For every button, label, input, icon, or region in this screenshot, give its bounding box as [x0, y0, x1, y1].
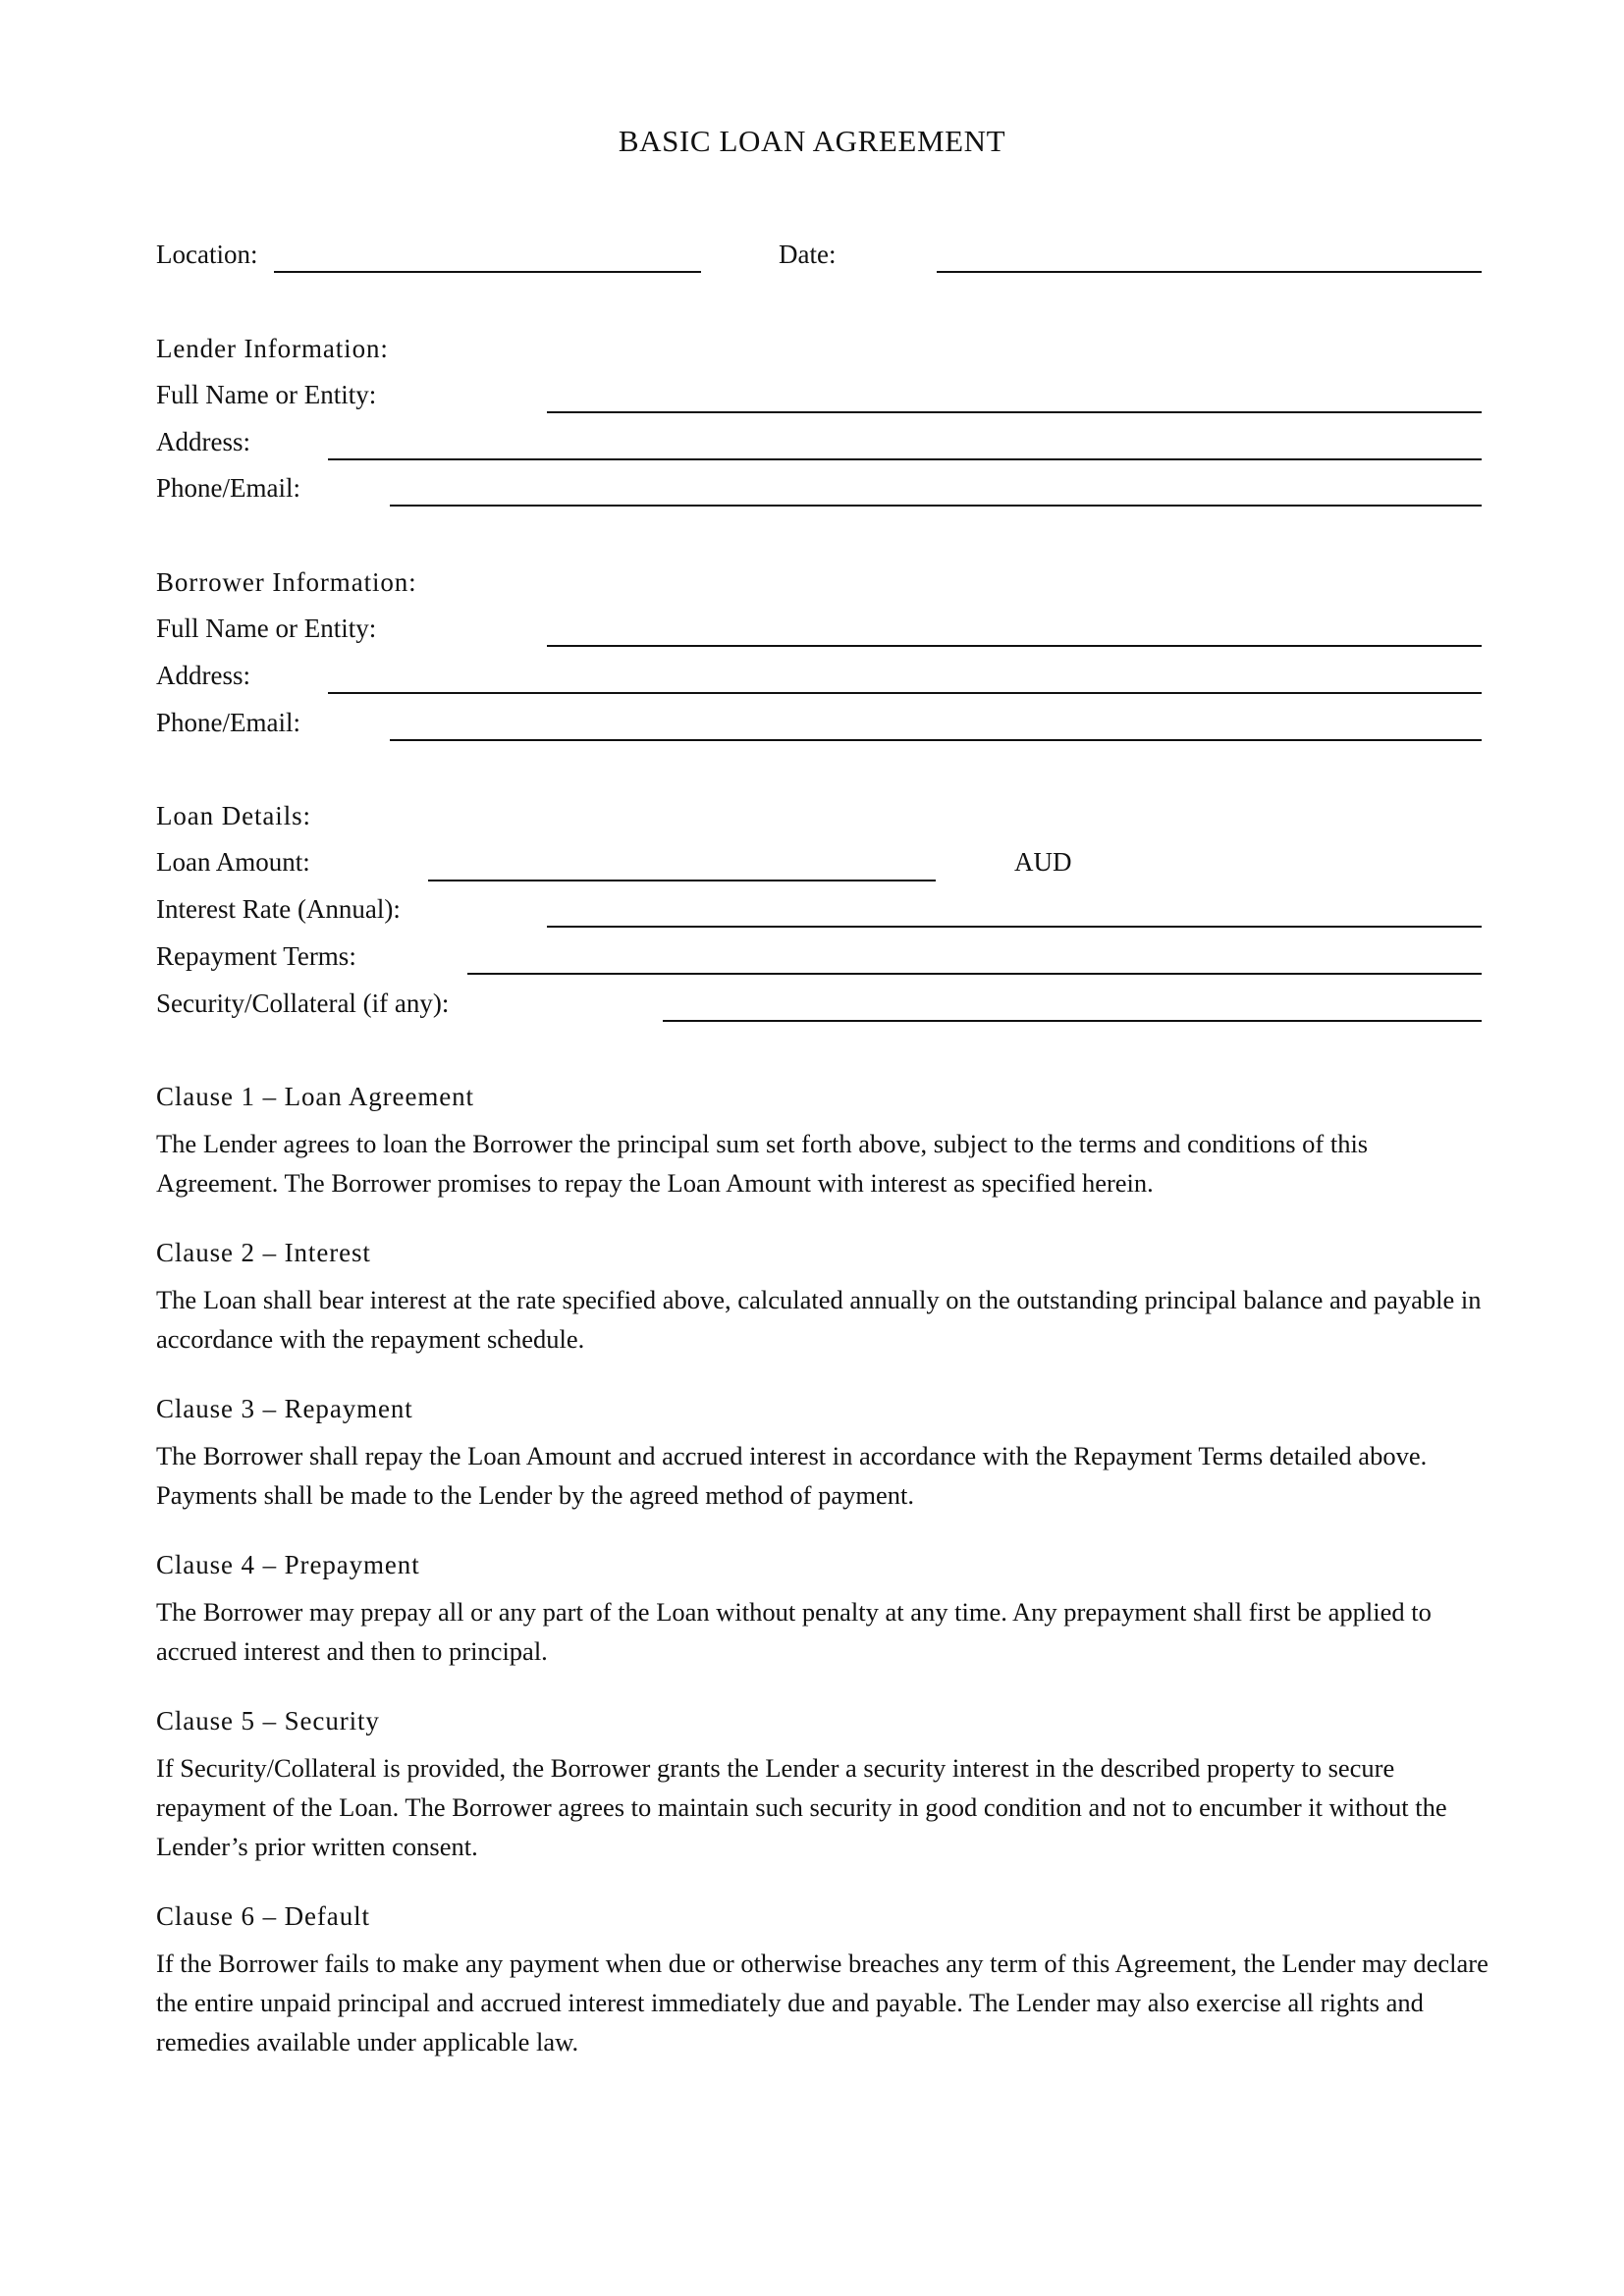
currency-label: AUD: [1014, 847, 1072, 877]
lender-name-label: Full Name or Entity:: [156, 380, 377, 409]
lender-contact-label: Phone/Email:: [156, 473, 300, 503]
document-title: BASIC LOAN AGREEMENT: [618, 124, 1006, 158]
clause-heading: Clause 2 – Interest: [156, 1238, 371, 1267]
repayment-terms-label: Repayment Terms:: [156, 941, 356, 971]
lender-address-field[interactable]: [328, 458, 1482, 460]
lender-address-label: Address:: [156, 427, 250, 456]
security-label: Security/Collateral (if any):: [156, 988, 450, 1018]
date-label: Date:: [779, 240, 837, 269]
clause-heading: Clause 3 – Repayment: [156, 1394, 413, 1423]
clause-heading: Clause 1 – Loan Agreement: [156, 1082, 474, 1111]
location-field[interactable]: [274, 271, 701, 273]
borrower-name-field[interactable]: [547, 645, 1482, 647]
interest-rate-label: Interest Rate (Annual):: [156, 894, 401, 924]
location-label: Location:: [156, 240, 258, 269]
borrower-address-field[interactable]: [328, 692, 1482, 694]
clause-heading: Clause 4 – Prepayment: [156, 1550, 420, 1579]
clause-body: The Lender agrees to loan the Borrower the principal sum set forth above, subject to the terms and conditions of this Agreement. The Borrower promises to repay the Loan Amount with interest as specified herein.: [156, 1129, 1369, 1198]
lender-section-heading: Lender Information:: [156, 334, 389, 363]
date-field[interactable]: [937, 271, 1482, 273]
borrower-name-label: Full Name or Entity:: [156, 614, 377, 643]
clause-heading: Clause 5 – Security: [156, 1706, 380, 1735]
borrower-section-heading: Borrower Information:: [156, 567, 417, 597]
borrower-contact-label: Phone/Email:: [156, 708, 300, 737]
borrower-address-label: Address:: [156, 661, 250, 690]
borrower-contact-field[interactable]: [390, 739, 1482, 741]
security-field[interactable]: [663, 1020, 1482, 1022]
clause-body: The Loan shall bear interest at the rate specified above, calculated annually on the outstanding principal balance and payable in accordance with the repayment schedule.: [156, 1285, 1482, 1354]
clause-body: The Borrower shall repay the Loan Amount and accrued interest in accordance with the Repayment Terms detailed above. Payments shall be made to the Lender by the agreed method of payment.: [156, 1441, 1428, 1510]
repayment-terms-field[interactable]: [467, 973, 1482, 975]
loan-amount-field[interactable]: [428, 880, 936, 881]
clause-body: The Borrower may prepay all or any part of the Loan without penalty at any time. Any prepayment shall first be applied to accrued interest and then to principal.: [156, 1597, 1432, 1666]
loan-amount-label: Loan Amount:: [156, 847, 310, 877]
interest-rate-field[interactable]: [547, 926, 1482, 928]
lender-contact-field[interactable]: [390, 505, 1482, 507]
clause-body: If the Borrower fails to make any payment when due or otherwise breaches any term of this Agreement, the Lender may declare the entire unpaid principal and accrued interest immediately due and payable. The Lender may also exercise all rights and remedies available under applicable law.: [156, 1949, 1489, 2056]
lender-name-field[interactable]: [547, 411, 1482, 413]
clause-body: If Security/Collateral is provided, the Borrower grants the Lender a security interest in the described property to secure repayment of the Loan. The Borrower agrees to maintain such security in good condition and not to encumber it without the Lender’s prior written consent.: [156, 1753, 1447, 1861]
clause-heading: Clause 6 – Default: [156, 1901, 370, 1931]
loan-section-heading: Loan Details:: [156, 801, 311, 830]
